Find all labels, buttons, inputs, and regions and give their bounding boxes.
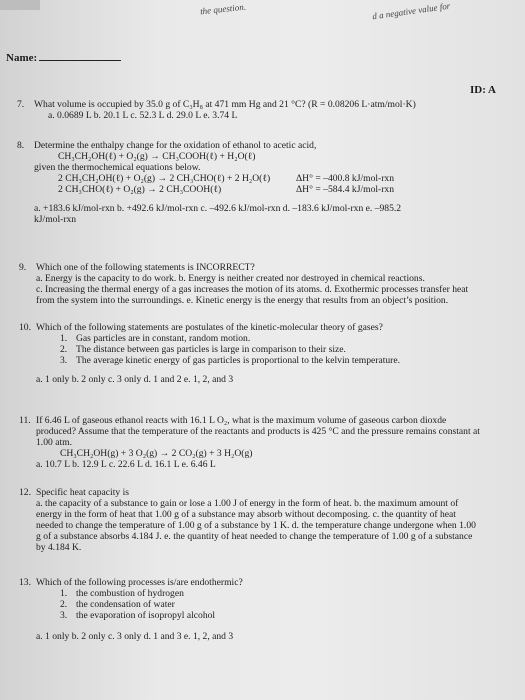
- statement-item: 3. the evaporation of isopropyl alcohol: [60, 610, 216, 621]
- question-8: [17, 140, 514, 225]
- statement-item: 2. the condensation of water: [60, 599, 175, 610]
- answer-line: from the system into the surroundings. e. Kinetic energy is the energy that results from an object’s position.: [36, 295, 449, 306]
- question-text: Which of the following statements are postulates of the kinetic-molecular theory of gases?: [36, 322, 383, 333]
- name-field: [6, 52, 121, 64]
- name-label: Name:: [6, 52, 38, 64]
- exam-id: ID: A: [470, 84, 496, 96]
- target-equation: CH₃CH₂OH(ℓ) + O₂(g) → CH₃COOH(ℓ) + H₂O(ℓ): [58, 151, 256, 162]
- answer-line: needed to change the temperature of 1.00 g of a substance by 1 K. d. the temperature change undergone when 1.00: [36, 520, 476, 531]
- question-text: Which one of the following statements is INCORRECT?: [36, 262, 255, 273]
- equation: 2 CH₃CHO(ℓ) + O₂(g) → 2 CH₃COOH(ℓ): [58, 184, 222, 195]
- enthalpy-value: ΔH° = –584.4 kJ/mol-rxn: [296, 184, 395, 195]
- statement-item: 2. The distance between gas particles is large in comparison to their size.: [60, 344, 346, 355]
- answer-options: a. 1 only b. 2 only c. 3 only d. 1 and 3 e. 1, 2, and 3: [36, 631, 234, 642]
- question-text-2: given the thermochemical equations below.: [34, 162, 201, 173]
- answer-line: c. Increasing the thermal energy of a gas increases the motion of its atoms. d. Exothermic processes transfer heat: [36, 284, 469, 295]
- statement-item: 3. The average kinetic energy of gas particles is proportional to the kelvin temperature.: [60, 355, 401, 366]
- question-number: 9.: [19, 262, 27, 273]
- question-11: [19, 415, 516, 470]
- question-text: What volume is occupied by 35.0 g of C₃H₈ at 471 mm Hg and 21 °C? (R = 0.08206 L·atm/mol·K): [34, 99, 416, 110]
- question-13: [19, 577, 516, 642]
- equation-row-2: [34, 184, 514, 195]
- question-text: Determine the enthalpy change for the oxidation of ethanol to acetic acid,: [34, 140, 317, 151]
- prev-page-fragment-left: the question.: [199, 1, 247, 17]
- statement-item: 1. Gas particles are in constant, random motion.: [60, 333, 251, 344]
- answer-options: a. 10.7 L b. 12.9 L c. 22.6 L d. 16.1 L e. 6.46 L: [36, 459, 216, 470]
- question-text: 1.00 atm.: [36, 437, 72, 448]
- answer-options: a. +183.6 kJ/mol-rxn b. +492.6 kJ/mol-rxn c. –492.6 kJ/mol-rxn d. –183.6 kJ/mol-rxn e. –985.2: [34, 203, 402, 214]
- question-number: 10.: [19, 322, 31, 333]
- question-number: 12.: [19, 487, 31, 498]
- question-12: [19, 487, 516, 553]
- question-10: [19, 322, 516, 385]
- name-line: [39, 60, 121, 61]
- statement-item: 1. the combustion of hydrogen: [60, 588, 184, 599]
- question-text: Which of the following processes is/are endothermic?: [36, 577, 243, 588]
- answer-options: a. 1 only b. 2 only c. 3 only d. 1 and 2 e. 1, 2, and 3: [36, 374, 234, 385]
- answer-options-cont: kJ/mol-rxn: [34, 214, 77, 225]
- answer-line: energy in the form of heat that 1.00 g of a substance may absorb without decomposing. c. the quantity of heat: [36, 509, 456, 520]
- question-text: If 6.46 L of gaseous ethanol reacts with 16.1 L O₂, what is the maximum volume of gaseous carbon dioxde: [36, 415, 447, 426]
- question-text: produced? Assume that the temperature of the reactants and products is 425 °C and the pressure remains constant at: [36, 426, 480, 437]
- answer-line: g of a substance absorbs 4.184 J. e. the quantity of heat needed to change the temperature of 1.00 g of a substance: [36, 531, 473, 542]
- question-number: 8.: [17, 140, 25, 151]
- answer-line: by 4.184 K.: [36, 542, 82, 553]
- question-number: 7.: [17, 99, 25, 110]
- equation-row-1: [34, 173, 514, 184]
- answer-options: a. 0.0689 L b. 20.1 L c. 52.3 L d. 29.0 L e. 3.74 L: [48, 110, 238, 121]
- answer-line: a. the capacity of a substance to gain or lose a 1.00 J of energy in the form of heat. b. the maximum amount of: [36, 498, 459, 509]
- enthalpy-value: ΔH° = –400.8 kJ/mol-rxn: [296, 173, 395, 184]
- equation: 2 CH₃CH₂OH(ℓ) + O₂(g) → 2 CH₃CHO(ℓ) + 2 H₂O(ℓ): [58, 173, 271, 184]
- question-number: 11.: [19, 415, 31, 426]
- reaction-equation: CH₃CH₂OH(g) + 3 O₂(g) → 2 CO₂(g) + 3 H₂O(g): [60, 448, 253, 459]
- question-text: Specific heat capacity is: [36, 487, 129, 498]
- prev-page-fragment-right: d a negative value for: [371, 0, 451, 22]
- question-number: 13.: [19, 577, 31, 588]
- torn-corner: [0, 0, 40, 10]
- answer-line: a. Energy is the capacity to do work. b. Energy is neither created nor destroyed in chemical reactions.: [36, 273, 425, 284]
- question-9: [19, 262, 516, 306]
- question-7: [17, 99, 514, 121]
